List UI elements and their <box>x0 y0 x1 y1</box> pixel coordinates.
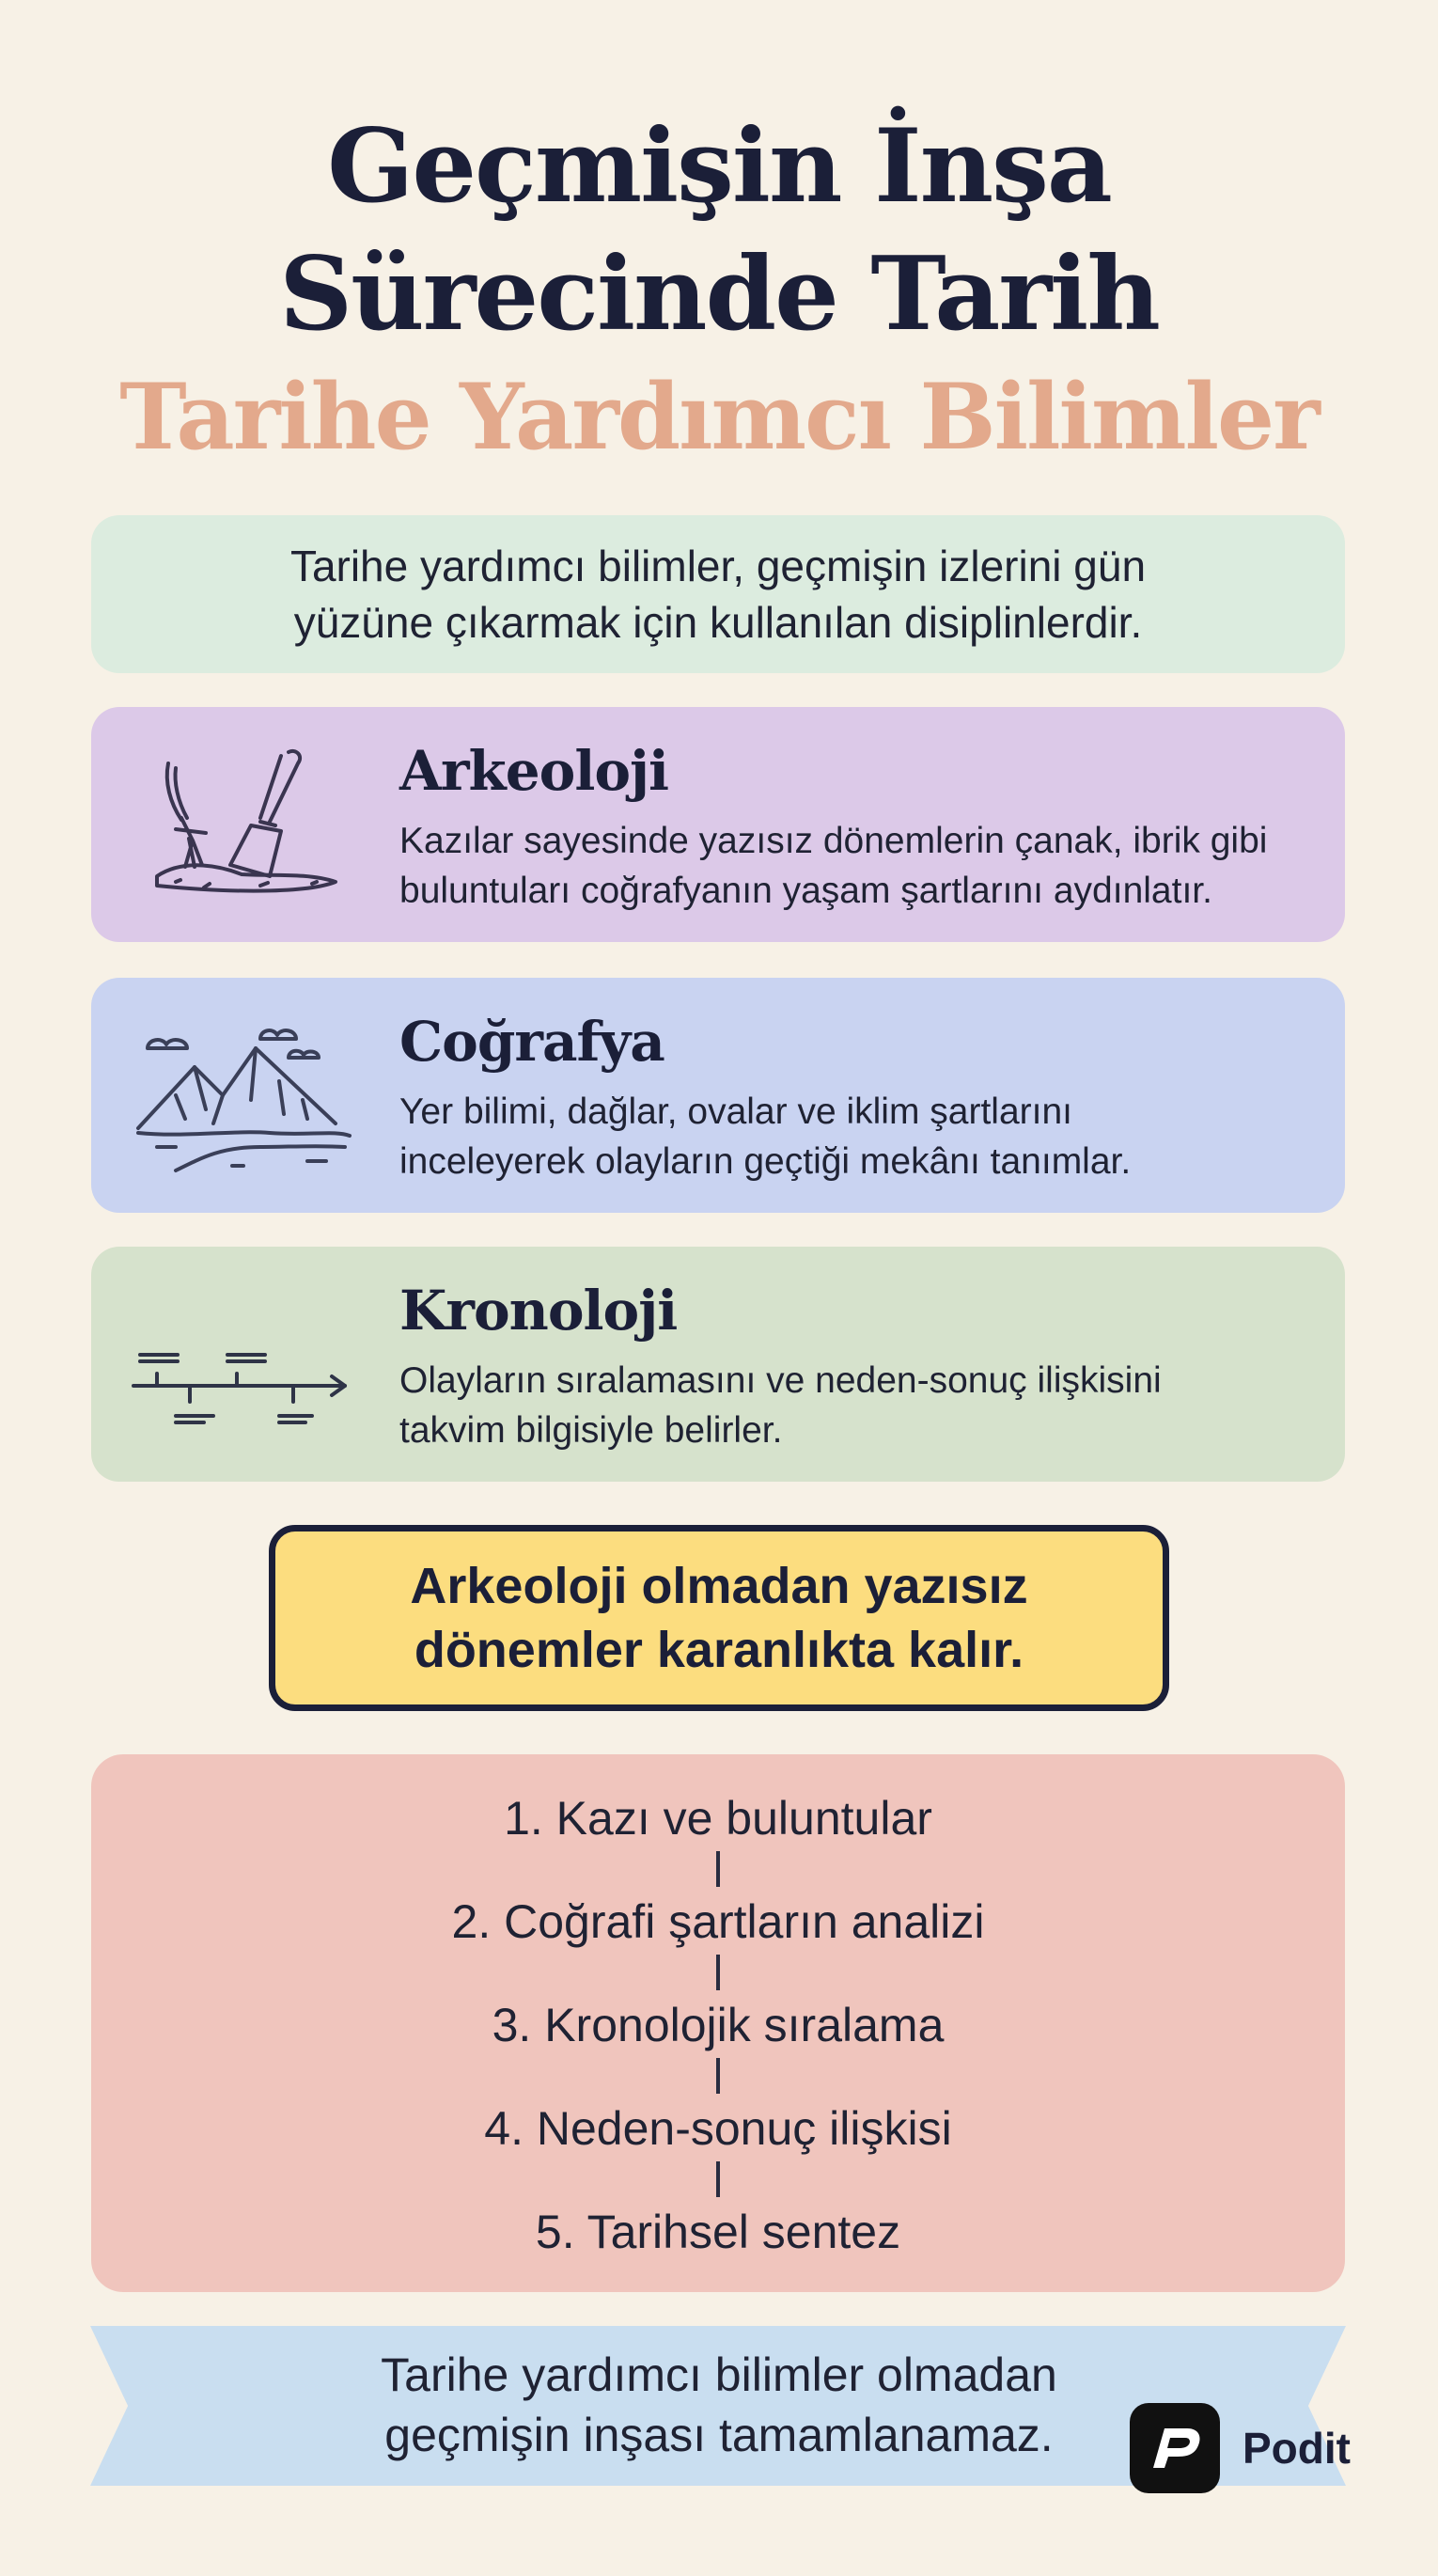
card-title: Kronoloji <box>399 1279 678 1343</box>
step-connector <box>716 1955 720 1990</box>
mountains-icon <box>119 1006 364 1185</box>
card-description-line: takvim bilgisiyle belirler. <box>399 1410 783 1451</box>
step-connector <box>716 2058 720 2094</box>
highlight-text <box>410 1554 1027 1682</box>
step-item: 3. Kronolojik sıralama <box>492 1999 945 2051</box>
card-description <box>399 816 1330 916</box>
footer-line: geçmişin inşası tamamlanamaz. <box>384 2409 1054 2461</box>
step-connector <box>716 1851 720 1887</box>
footer-line: Tarihe yardımcı bilimler olmadan <box>381 2348 1057 2401</box>
footer-text <box>207 2345 1231 2465</box>
highlight-line: Arkeoloji olmadan yazısız <box>410 1558 1028 1614</box>
step-item: 4. Neden-sonuç ilişkisi <box>484 2102 952 2155</box>
card-description-line: Yer bilimi, dağlar, ovalar ve iklim şartlarını <box>399 1092 1072 1132</box>
card-description <box>399 1087 1330 1186</box>
card-kronoloji <box>91 1247 1345 1482</box>
podit-logo-icon <box>1130 2403 1220 2493</box>
step-item: 2. Coğrafi şartların analizi <box>451 1895 985 1948</box>
step-connector <box>716 2161 720 2197</box>
card-description-line: Kazılar sayesinde yazısız dönemlerin çanak, ibrik gibi <box>399 821 1268 861</box>
highlight-callout <box>269 1525 1169 1711</box>
brand-name: Podit <box>1243 2424 1351 2473</box>
step-item: 5. Tarihsel sentez <box>535 2206 901 2258</box>
card-description-line: Olayların sıralamasını ve neden-sonuç ilişkisini <box>399 1360 1162 1401</box>
timeline-icon <box>119 1275 364 1453</box>
page-title-line1: Geçmişin İnşa <box>327 107 1111 226</box>
card-cografya <box>91 978 1345 1213</box>
intro-line: Tarihe yardımcı bilimler, geçmişin izlerini gün <box>289 542 1147 590</box>
card-description-line: inceleyerek olayların geçtiği mekânı tanımlar. <box>399 1141 1132 1182</box>
process-steps <box>91 1754 1345 2292</box>
page-subtitle: Tarihe Yardımcı Bilimler <box>119 364 1319 470</box>
card-description-line: buluntuları coğrafyanın yaşam şartlarını aydınlatır. <box>399 871 1212 911</box>
trowel-fork-icon <box>119 735 364 914</box>
card-arkeoloji <box>91 707 1345 942</box>
card-title: Arkeoloji <box>399 739 669 803</box>
intro-text <box>290 538 1146 651</box>
step-item: 1. Kazı ve buluntular <box>504 1792 932 1845</box>
intro-line: yüzüne çıkarmak için kullanılan disiplinlerdir. <box>293 598 1143 647</box>
intro-box <box>91 515 1345 673</box>
highlight-line: dönemler karanlıkta kalır. <box>414 1622 1024 1678</box>
card-title: Coğrafya <box>399 1010 664 1074</box>
card-description <box>399 1356 1330 1455</box>
page-title-line2: Sürecinde Tarih <box>279 235 1159 353</box>
